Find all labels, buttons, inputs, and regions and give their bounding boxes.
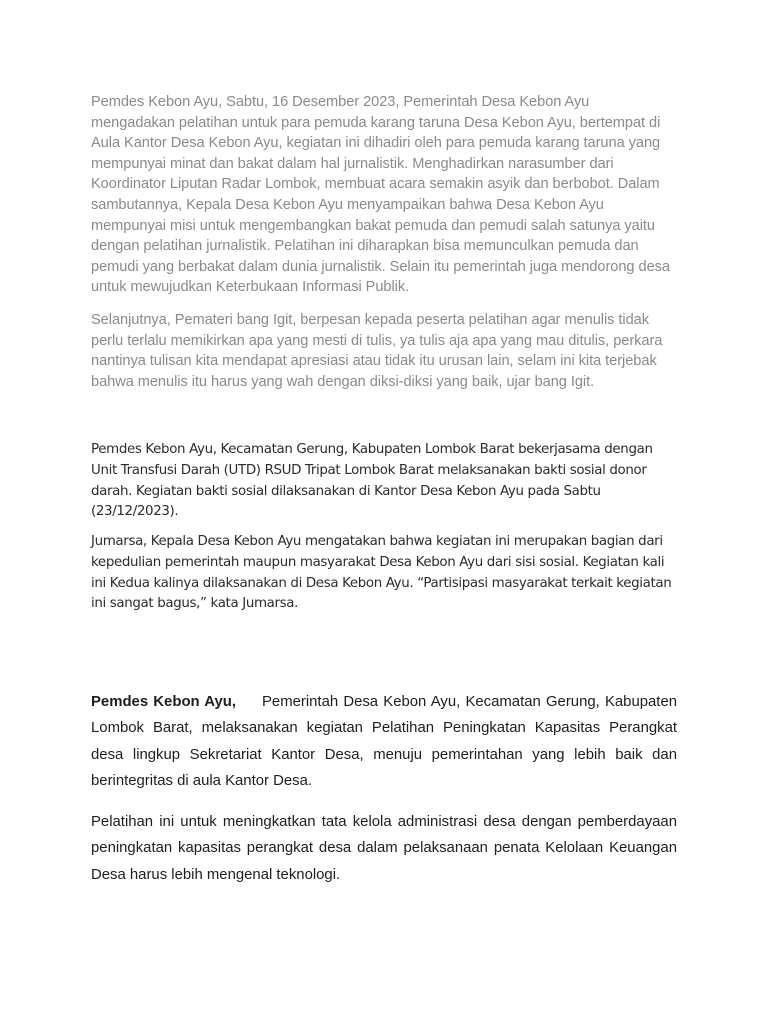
article2-paragraph2: Jumarsa, Kepala Desa Kebon Ayu mengatakan bahwa kegiatan ini merupakan bagian dari kepedulian pemerintah maupun masyarakat Desa Kebon Ayu dari sisi sosial. Kegiatan kali ini Kedua kalinya dilaksanakan di Desa Kebon Ayu. “Partisipasi masyarakat terkait kegiatan ini sangat bagus,” kata Jumarsa. [91, 534, 672, 612]
article3-paragraph1-text: Pemerintah Desa Kebon Ayu, Kecamatan Gerung, Kabupaten Lombok Barat, melaksanakan kegiatan Pelatihan Peningkatan Kapasitas Perangkat desa lingkup Sekretariat Kantor Desa, menuju pemerintahan yang lebih baik dan berintegritas di aula Kantor Desa. [91, 694, 678, 790]
article1-paragraph1: Pemdes Kebon Ayu, Sabtu, 16 Desember 2023, Pemerintah Desa Kebon Ayu mengadakan pelatihan untuk para pemuda karang taruna Desa Kebon Ayu, bertempat di Aula Kantor Desa Kebon Ayu, kegiatan ini dihadiri oleh para pemuda karang taruna yang mempunyai minat dan bakat dalam hal jurnalistik. Menghadirkan narasumber dari Koordinator Liputan Radar Lombok, membuat acara semakin asyik dan berbobot. Dalam sambutannya, Kepala Desa Kebon Ayu menyampaikan bahwa Desa Kebon Ayu mempunyai misi untuk mengembangkan bakat pemuda dan pemudi salah satunya yaitu dengan pelatihan jurnalistik. Pelatihan ini diharapkan bisa memunculkan pemuda dan pemudi yang berbakat dalam dunia jurnalistik. Selain itu pemerintah juga mendorong desa untuk mewujudkan Keterbukaan Informasi Publik. [91, 94, 670, 296]
article3-lead: Pemdes Kebon Ayu, [91, 694, 236, 710]
article3-paragraph2: Pelatihan ini untuk meningkatkan tata kelola administrasi desa dengan pemberdayaan peningkatan kapasitas perangkat desa dalam pelaksanaan penata Kelolaan Keuangan Desa harus lebih mengenal teknologi. [91, 814, 677, 883]
article3-paragraph1 [91, 689, 677, 795]
article1-paragraph2: Selanjutnya, Pemateri bang Igit, berpesan kepada peserta pelatihan agar menulis tidak perlu terlalu memikirkan apa yang mesti di tulis, ya tulis aja apa yang mau ditulis, perkara nantinya tulisan kita mendapat apresiasi atau tidak itu urusan lain, selam ini kita terjebak bahwa menulis itu harus yang wah dengan diksi-diksi yang baik, ujar bang Igit. [91, 312, 663, 390]
article2-paragraph1: Pemdes Kebon Ayu, Kecamatan Gerung, Kabupaten Lombok Barat bekerjasama dengan Unit Transfusi Darah (UTD) RSUD Tripat Lombok Barat melaksanakan bakti sosial donor darah. Kegiatan bakti sosial dilaksanakan di Kantor Desa Kebon Ayu pada Sabtu (23/12/2023). [91, 442, 653, 520]
